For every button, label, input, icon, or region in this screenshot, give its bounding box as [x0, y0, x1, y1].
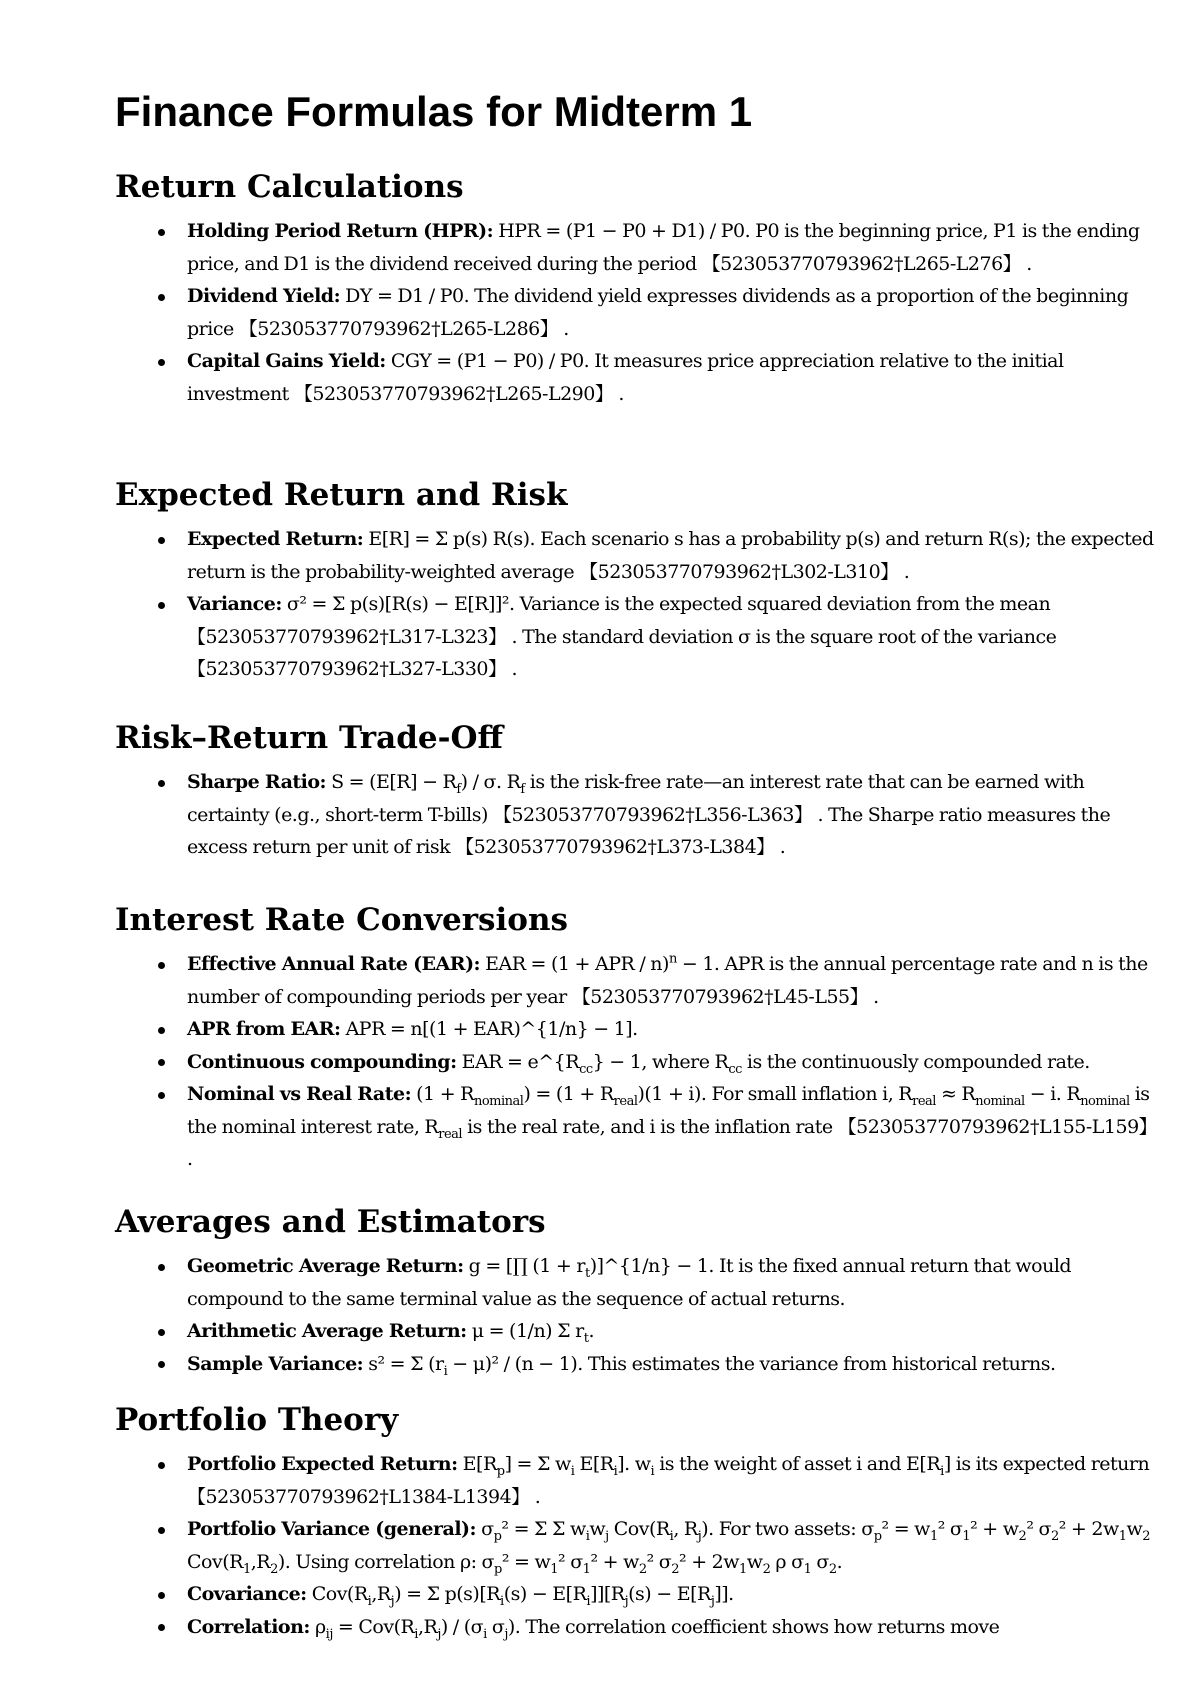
section-averages-and-estimators — [115, 1199, 1165, 1380]
bullet-dot — [158, 537, 165, 544]
subscript: 1 — [803, 1561, 812, 1577]
section-return-calculations — [115, 164, 1165, 410]
term-label: Covariance: — [187, 1583, 307, 1605]
bullet-list — [115, 1250, 1165, 1380]
subscript: i — [443, 1363, 448, 1379]
bullet-list — [115, 766, 1165, 864]
term-label: Continuous compounding: — [187, 1050, 457, 1073]
subscript: 1 — [1118, 1528, 1127, 1544]
superscript: n — [668, 951, 677, 967]
subscript: 2 — [1018, 1528, 1027, 1544]
subscript: 1 — [550, 1561, 559, 1577]
subscript: i — [613, 1463, 618, 1479]
bullet-dot — [158, 602, 165, 609]
bullet-dot — [158, 1329, 165, 1336]
list-item: Correlation: $\rho_{ij} = Cov(R_i,R_j) / (\sigma_i$ $\sigma_j$). The correlation coefficient shows how returns move — [115, 1611, 1165, 1644]
term-label: Portfolio Variance (general): — [187, 1518, 477, 1540]
term-label: Nominal vs Real Rate: — [187, 1083, 412, 1105]
bullet-dot — [158, 294, 165, 301]
list-item: Arithmetic Average Return: μ = (1/n) Σ $r_t$. — [115, 1315, 1165, 1348]
term-label: Dividend Yield: — [187, 285, 341, 307]
bullet-dot — [158, 1092, 165, 1099]
bullet-list — [115, 1448, 1165, 1643]
subscript: ij — [325, 1626, 333, 1642]
subscript: i — [367, 1593, 372, 1609]
subscript: 2 — [762, 1561, 771, 1577]
bullet-list — [115, 523, 1165, 686]
bullet-dot — [158, 1527, 165, 1534]
list-item: Holding Period Return (HPR): HPR = (P1 − P0 + D1) / P0. P0 is the beginning price, P1 is the ending price, and D1 is the dividend received during the period 【523053770793962†L265-L276】 . — [115, 215, 1165, 280]
section-heading: Interest Rate Conversions — [115, 902, 568, 938]
subscript: t — [583, 1330, 589, 1346]
bullet-dot — [158, 1592, 165, 1599]
list-item: Nominal vs Real Rate: $(1 + R_{nominal}) = (1 + R_{real})(1 + i)$. For small inflation i, $R_{real} \approx R_{nominal} - i$. $R_{nominal}$ is the nominal interest rate, $R_{real}$ is the real rate, and i is the inflation rate 【523053770793962†L155-L159】 . — [115, 1078, 1165, 1176]
subscript: 1 — [929, 1528, 938, 1544]
section-heading: Averages and Estimators — [115, 1204, 546, 1240]
bullet-dot — [158, 1624, 165, 1631]
term-label: Variance: — [187, 593, 282, 615]
subscript: p — [493, 1528, 502, 1544]
term-label: Holding Period Return (HPR): — [187, 220, 494, 242]
list-item: APR from EAR: APR = n[(1 + EAR)^{1/n} − 1]. — [115, 1013, 1165, 1046]
list-item: Continuous compounding: EAR = $e\^{}\{R_{cc}\} - 1$, where $R_{cc}$ is the continuously compounded rate. — [115, 1046, 1165, 1079]
subscript: 1 — [582, 1561, 591, 1577]
subscript: real — [912, 1093, 936, 1109]
list-item: Covariance: $Cov(R_i,R_j) = \Sigma$ $p(s)[R_i(s) - E[R_i]][R_j(s) - E[R_j]]$. — [115, 1578, 1165, 1611]
subscript: 1 — [739, 1561, 747, 1577]
bullet-dot — [158, 1027, 165, 1034]
subscript: i — [586, 1593, 591, 1609]
subscript: p — [873, 1528, 882, 1544]
bullet-dot — [158, 1059, 165, 1066]
subscript: 2 — [671, 1561, 680, 1577]
bullet-list — [115, 948, 1165, 1176]
term-label: Capital Gains Yield: — [187, 350, 386, 372]
subscript: i — [585, 1528, 590, 1544]
term-label: Sharpe Ratio: — [187, 771, 327, 793]
subscript: 2 — [1142, 1528, 1151, 1544]
term-label: Effective Annual Rate (EAR): — [187, 953, 481, 975]
list-item: Dividend Yield: DY = D1 / P0. The dividend yield expresses dividends as a proportion of the beginning price 【523053770793962†L265-L286】 . — [115, 280, 1165, 345]
subscript: f — [520, 781, 525, 797]
section-risk-return-trade-off — [115, 715, 1165, 864]
bullet-dot — [158, 1462, 165, 1469]
subscript: t — [584, 1265, 590, 1281]
list-item: Effective Annual Rate (EAR): EAR = (1 + APR / n)$^n$ − 1. APR is the annual percentage rate and n is the number of compounding periods per year 【523053770793962†L45-L55】 . — [115, 948, 1165, 1013]
subscript: real — [613, 1093, 638, 1109]
subscript: p — [496, 1463, 505, 1479]
bullet-dot — [158, 229, 165, 236]
subscript: j — [390, 1593, 395, 1609]
subscript: f — [456, 781, 461, 797]
subscript: 2 — [638, 1561, 647, 1577]
bullet-dot — [158, 962, 165, 969]
subscript: 2 — [270, 1561, 278, 1577]
term-label: APR from EAR: — [187, 1018, 341, 1040]
subscript: i — [650, 1463, 655, 1479]
subscript: i — [669, 1528, 674, 1544]
subscript: j — [605, 1528, 609, 1544]
subscript: nominal — [473, 1093, 524, 1109]
bullet-dot — [158, 1264, 165, 1271]
list-item: Capital Gains Yield: CGY = (P1 − P0) / P0. It measures price appreciation relative to the initial investment 【523053770793962†L265-L290】 . — [115, 345, 1165, 410]
subscript: i — [500, 1593, 504, 1609]
page-title: Finance Formulas for Midterm 1 — [115, 88, 753, 135]
section-heading: Risk–Return Trade-Off — [115, 720, 503, 756]
list-item: Portfolio Variance (general): $\sigma_p^2 = \Sigma$ Σ $w_iw_j$ $Cov(R_i$, $R_j$). For two assets: $\sigma_p^2 = w_1^2$ $\sigma_1^2 + w_2^2$ $\sigma_2^2 + 2w_1w_2$ $Cov(R_1,R_2)$. Using correlation ρ: $\sigma_p^2 = w_1^2$ $\sigma_1^2 + w_2^2$ $\sigma_2^2 + 2w_1w_2$ ρ $\sigma_1$ $\sigma_2$. — [115, 1513, 1165, 1578]
bullet-dot — [158, 780, 165, 787]
term-label: Arithmetic Average Return: — [187, 1320, 467, 1342]
section-heading: Expected Return and Risk — [115, 477, 568, 513]
subscript: nominal — [1080, 1093, 1130, 1109]
subscript: j — [697, 1528, 702, 1544]
list-item: Sharpe Ratio: $S = (E[R] - R_f) / \sigma$. $R_f$ is the risk-free rate—an interest rate that can be earned with certainty (e.g., short-term T-bills) 【523053770793962†L356-L363】 . The Sharpe ratio measures the excess return per unit of risk 【523053770793962†L373-L384】 . — [115, 766, 1165, 864]
section-heading: Portfolio Theory — [115, 1402, 399, 1438]
subscript: i — [940, 1463, 944, 1479]
subscript: 1 — [242, 1561, 251, 1577]
subscript: j — [624, 1593, 629, 1609]
section-interest-rate-conversions — [115, 897, 1165, 1176]
subscript: 1 — [962, 1528, 971, 1544]
bullet-dot — [158, 1361, 165, 1368]
subscript: j — [504, 1626, 508, 1642]
term-label: Correlation: — [187, 1615, 310, 1638]
term-label: Geometric Average Return: — [187, 1255, 464, 1277]
term-label: Sample Variance: — [187, 1352, 364, 1375]
list-item: Variance: σ² = Σ p(s)[R(s) − E[R]]². Variance is the expected squared deviation from the mean 【523053770793962†L317-L323】 . The standard deviation σ is the square root of the variance 【523053770793962†L327-L330】 . — [115, 588, 1165, 686]
subscript: nominal — [975, 1093, 1025, 1109]
list-item: Geometric Average Return: g = [∏ $(1 + r_t)]\^{}\{1/n\} - 1$. It is the fixed annual return that would compound to the same terminal value as the sequence of actual returns. — [115, 1250, 1165, 1315]
subscript: i — [483, 1626, 487, 1642]
bullet-dot — [158, 359, 165, 366]
bullet-list — [115, 215, 1165, 410]
subscript: cc — [579, 1061, 593, 1077]
subscript: j — [437, 1626, 441, 1642]
term-label: Expected Return: — [187, 528, 364, 550]
subscript: real — [438, 1126, 463, 1142]
section-portfolio-theory — [115, 1397, 1165, 1643]
subscript: i — [414, 1626, 418, 1642]
list-item: Sample Variance: s² = Σ $(r_i - \mu)^2 / (n - 1)$. This estimates the variance from historical returns. — [115, 1348, 1165, 1381]
subscript: 2 — [1050, 1528, 1059, 1544]
section-expected-return-and-risk — [115, 472, 1165, 686]
subscript: cc — [728, 1061, 742, 1077]
subscript: p — [494, 1561, 502, 1577]
list-item: Expected Return: E[R] = Σ p(s) R(s). Each scenario s has a probability p(s) and return R(s); the expected return is the probability-weighted average 【523053770793962†L302-L310】 . — [115, 523, 1165, 588]
subscript: 2 — [828, 1561, 837, 1577]
subscript: i — [570, 1463, 575, 1479]
section-heading: Return Calculations — [115, 169, 464, 205]
list-item: Portfolio Expected Return: $E[R_p] = \Sigma$ $w_i$ $E[R_i]$. $w_i$ is the weight of asset i and $E[R_i]$ is its expected return 【523053770793962†L1384-L1394】 . — [115, 1448, 1165, 1513]
subscript: j — [710, 1593, 715, 1609]
term-label: Portfolio Expected Return: — [187, 1453, 458, 1475]
